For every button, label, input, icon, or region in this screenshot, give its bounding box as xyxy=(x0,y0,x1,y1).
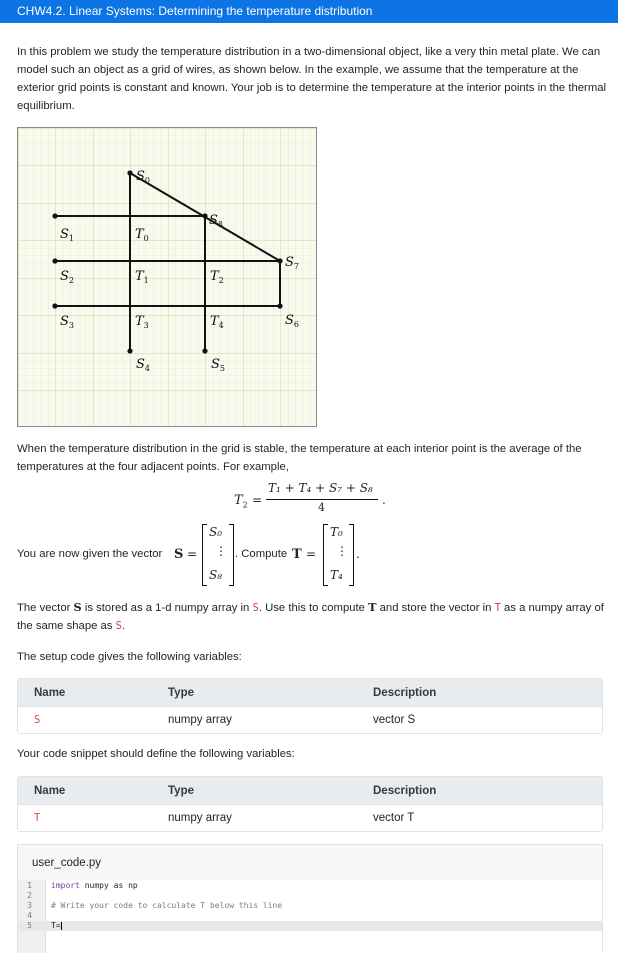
given-equals: = xyxy=(187,547,198,561)
label-s1: $S_1$ xyxy=(60,227,74,243)
table-row: T numpy array vector T xyxy=(18,805,602,831)
table-given-variables xyxy=(17,678,603,734)
code-s-2: S xyxy=(115,620,122,632)
eq-period: . xyxy=(382,493,386,507)
editor-filename: user_code.py xyxy=(32,857,102,869)
problem-title: CHW4.2. Linear Systems: Determining the temperature distribution xyxy=(17,4,373,18)
symbol-t: T xyxy=(292,547,302,562)
table-header: Name Type Description xyxy=(18,777,602,805)
table-row: S numpy array vector S xyxy=(18,707,602,733)
code-t: T xyxy=(494,602,501,614)
symbol-s: S xyxy=(174,547,184,562)
problem-title-bar xyxy=(0,0,618,23)
bold-s: S xyxy=(73,600,82,614)
node-s6 xyxy=(277,303,282,308)
label-s3: $S_3$ xyxy=(60,314,74,330)
vector-t: T₀ ⋮ T₄ xyxy=(323,524,354,586)
label-s0: $S_0$ xyxy=(136,169,150,185)
node-s5 xyxy=(202,348,207,353)
code-line-4[interactable]: 4 xyxy=(27,911,32,920)
label-t0: $T_0$ xyxy=(135,227,149,243)
eq-fraction-bar xyxy=(266,499,378,500)
node-s1 xyxy=(52,213,57,218)
vector-s: S₀ ⋮ S₈ xyxy=(202,524,234,586)
node-s4 xyxy=(127,348,132,353)
eq-denominator: 4 xyxy=(318,501,325,514)
node-s7 xyxy=(277,258,282,263)
node-s0 xyxy=(127,170,132,175)
code-editor[interactable] xyxy=(18,880,602,953)
given-vector-line xyxy=(17,520,607,590)
given-end: . xyxy=(356,547,360,561)
label-t2: $T_2$ xyxy=(210,269,224,285)
given-equals-2: = xyxy=(306,547,317,561)
given-prefix: You are now given the vector xyxy=(17,548,163,560)
equation-t2 xyxy=(234,481,394,521)
setup-text: The setup code gives the following variables: xyxy=(17,651,242,663)
node-s3 xyxy=(52,303,57,308)
grid-diagram xyxy=(18,128,316,426)
label-s5: $S_5$ xyxy=(211,357,225,373)
intro-paragraph: In this problem we study the temperature distribution in a two-dimensional object, like a very thin metal plate. We can model such an object as a grid of wires, as shown below. In the example, we assume that the temperature at the exterior grid points is constant and known. Your job is to determine the temperature at the interior points in the thermal equilibrium. xyxy=(17,46,607,112)
eq-numerator: T₁ + T₄ + S₇ + S₈ xyxy=(268,481,373,495)
code-line-5[interactable]: 5 T= xyxy=(18,921,602,931)
code-editor-panel xyxy=(17,844,603,952)
text-cursor xyxy=(61,922,62,930)
eq-equals: = xyxy=(252,493,263,507)
code-line-2[interactable]: 2 xyxy=(27,891,32,900)
table-header: Name Type Description xyxy=(18,679,602,707)
label-s2: $S_2$ xyxy=(60,269,74,285)
label-s8: $S_8$ xyxy=(209,213,223,229)
node-s8 xyxy=(202,213,207,218)
label-s4: $S_4$ xyxy=(136,357,150,373)
code-line-1[interactable]: 1 import numpy as np xyxy=(27,881,138,890)
define-text: Your code snippet should define the following variables: xyxy=(17,748,295,760)
table-define-variables xyxy=(17,776,603,832)
label-t3: $T_3$ xyxy=(135,314,149,330)
eq-lhs: $T_2$ xyxy=(234,493,248,510)
given-compute: . Compute xyxy=(235,548,288,560)
stored-paragraph: The vector S is stored as a 1-d numpy array in S. Use this to compute T and store the vector in T as a numpy array of the same shape as S. xyxy=(17,600,604,632)
code-s: S xyxy=(252,602,259,614)
grid-figure xyxy=(17,127,317,427)
label-t4: $T_4$ xyxy=(210,314,224,330)
bold-t: T xyxy=(368,600,377,614)
label-s6: $S_6$ xyxy=(285,313,299,329)
code-line-3[interactable]: 3 # Write your code to calculate T below this line xyxy=(27,901,283,910)
node-s2 xyxy=(52,258,57,263)
stable-paragraph: When the temperature distribution in the grid is stable, the temperature at each interior point is the average of the temperatures at the four adjacent points. For example, xyxy=(17,443,582,473)
label-t1: $T_1$ xyxy=(135,269,149,285)
label-s7: $S_7$ xyxy=(285,255,299,271)
